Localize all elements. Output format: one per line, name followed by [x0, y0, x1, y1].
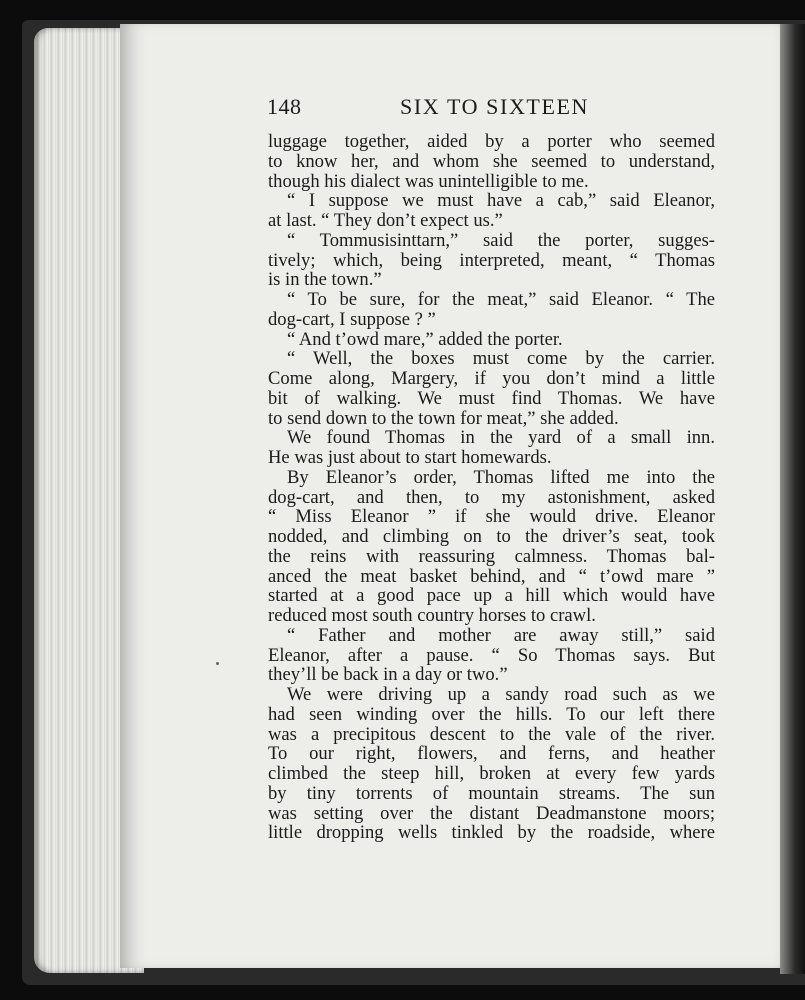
text-line: “ Father and mother are away still,” said — [287, 624, 715, 646]
text-line: is in the town.” — [268, 269, 382, 291]
text-line: “ To be sure, for the meat,” said Eleanor. “ The — [287, 289, 715, 310]
body-text — [268, 132, 715, 843]
text-line: the reins with reassuring calmness. Thomas bal- — [268, 545, 715, 567]
text-line: “ And t’owd mare,” added the porter. — [287, 328, 563, 350]
text-line: Come along, Margery, if you don’t mind a little — [268, 368, 715, 389]
text-line: to know her, and whom she seemed to understand, — [268, 150, 715, 172]
text-line: “ I suppose we must have a cab,” said Eleanor, — [287, 190, 715, 212]
text-line: luggage together, aided by a porter who seemed — [268, 131, 715, 152]
text-line: by tiny torrents of mountain streams. The sun — [268, 782, 715, 804]
text-line: started at a good pace up a hill which would have — [268, 585, 715, 607]
text-line: had seen winding over the hills. To our left there — [268, 703, 715, 725]
page-number: 148 — [267, 94, 302, 119]
text-line: “ Well, the boxes must come by the carrier. — [287, 348, 715, 370]
text-line: He was just about to start homewards. — [268, 447, 552, 468]
running-title: SIX TO SIXTEEN — [400, 94, 590, 119]
book-gutter — [780, 24, 805, 974]
text-line: “ Miss Eleanor ” if she would drive. Eleanor — [268, 506, 715, 528]
text-line: bit of walking. We must find Thomas. We have — [268, 387, 715, 409]
text-line: “ Tommusisinttarn,” said the porter, sugges- — [287, 229, 715, 251]
text-line: By Eleanor’s order, Thomas lifted me into the — [287, 466, 715, 488]
text-line: We found Thomas in the yard of a small inn. — [287, 427, 715, 449]
text-line: anced the meat basket behind, and “ t’owd mare ” — [268, 565, 715, 587]
text-line: was a precipitous descent to the vale of the river. — [268, 723, 715, 745]
text-line: climbed the steep hill, broken at every few yards — [268, 763, 715, 784]
text-line: they’ll be back in a day or two.” — [268, 664, 508, 686]
text-line: little dropping wells tinkled by the roadside, where — [268, 822, 715, 844]
text-line: dog-cart, I suppose ? ” — [268, 308, 436, 330]
text-line: To our right, flowers, and ferns, and heather — [268, 743, 715, 765]
text-line: to send down to the town for meat,” she added. — [268, 407, 619, 429]
text-line: nodded, and climbing on to the driver’s seat, took — [268, 526, 715, 547]
text-line: We were driving up a sandy road such as we — [287, 684, 715, 705]
text-line: though his dialect was unintelligible to me. — [268, 170, 589, 192]
text-line: was setting over the distant Deadmanstone moors; — [268, 802, 715, 824]
text-line: at last. “ They don’t expect us.” — [268, 210, 503, 231]
margin-speck — [216, 662, 219, 665]
text-line: reduced most south country horses to crawl. — [268, 605, 596, 626]
page-header — [267, 94, 725, 124]
text-line: Eleanor, after a pause. “ So Thomas says. But — [268, 644, 715, 666]
text-line: dog-cart, and then, to my astonishment, asked — [268, 486, 715, 508]
text-line: tively; which, being interpreted, meant, “ Thomas — [268, 249, 715, 271]
